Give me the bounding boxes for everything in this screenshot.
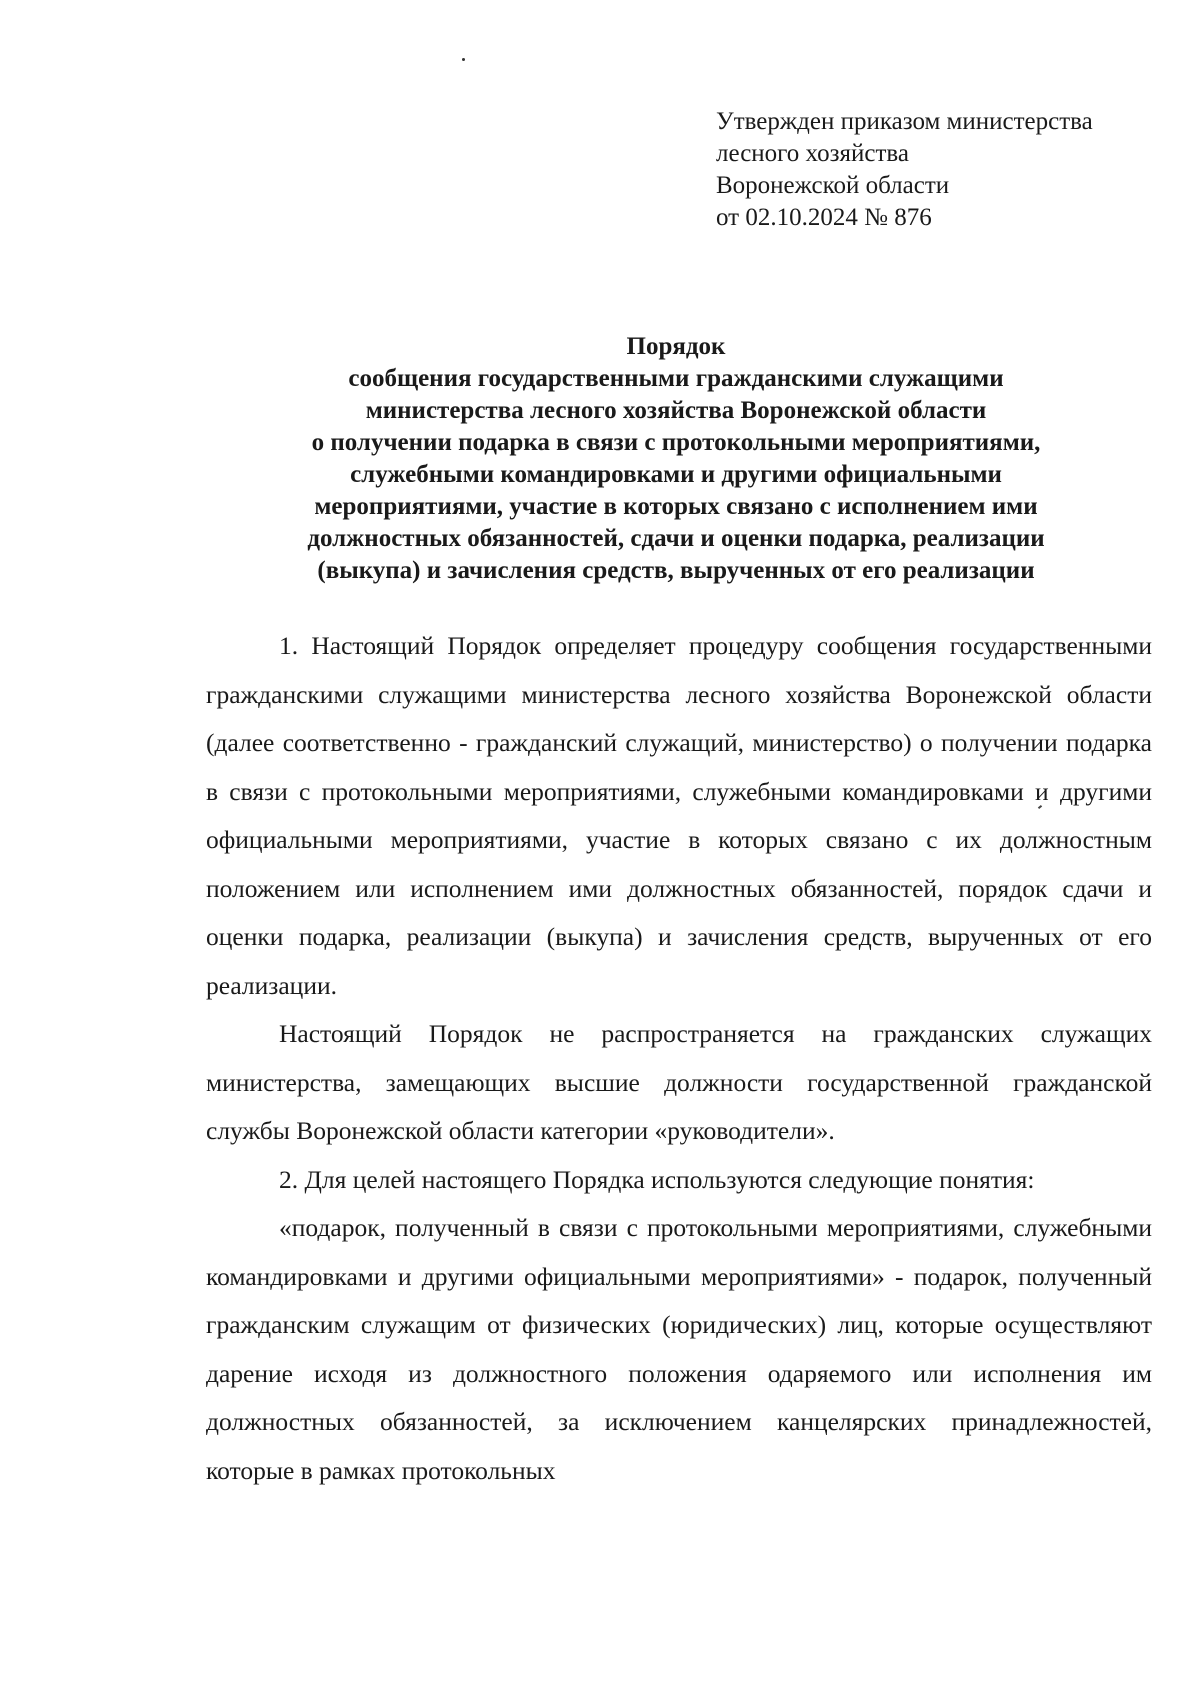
title-line: (выкупа) и зачисления средств, вырученных от его реализации xyxy=(317,557,1035,584)
paragraph-exclusion: Настоящий Порядок не распространяется на гражданских служащих министерства, замещающих высшие должности государственной гражданской службы Воронежской области категории «руководители». xyxy=(206,1019,1152,1145)
approval-date-number: от 02.10.2024 № 876 xyxy=(716,204,932,231)
title-line: мероприятиями, участие в которых связано с исполнением ими xyxy=(314,493,1038,520)
scan-artifact-dot xyxy=(462,58,465,61)
title-line: о получении подарка в связи с протокольными мероприятиями, xyxy=(311,429,1041,456)
approval-stamp-block xyxy=(716,106,1156,234)
title-line: министерства лесного хозяйства Воронежской области xyxy=(365,397,987,424)
document-body xyxy=(206,622,1152,1495)
title-line: служебными командировками и другими официальными xyxy=(350,461,1002,488)
title-line: должностных обязанностей, сдачи и оценки подарка, реализации xyxy=(307,525,1045,552)
document-title xyxy=(200,331,1152,587)
title-heading: Порядок xyxy=(626,333,726,360)
title-line: сообщения государственными гражданскими служащими xyxy=(348,365,1004,392)
approval-line: Воронежской области xyxy=(716,172,950,199)
paragraph-1: 1. Настоящий Порядок определяет процедуру сообщения государственными гражданскими служащими министерства лесного хозяйства Воронежской области (далее соответственно - гражданский служащий, министерство) о получении подарка в связи с протокольными мероприятиями, служебными командировками и другими официальными мероприятиями, участие в которых связано с их должностным положением или исполнением ими должностных обязанностей, порядок сдачи и оценки подарка, реализации (выкупа) и зачисления средств, вырученных от его реализации. xyxy=(206,631,1152,1000)
approval-line: Утвержден приказом министерства xyxy=(716,108,1093,135)
paragraph-2: 2. Для целей настоящего Порядка используются следующие понятия: xyxy=(279,1164,1035,1194)
approval-line: лесного хозяйства xyxy=(716,140,909,167)
paragraph-definition: «подарок, полученный в связи с протокольными мероприятиями, служебными командировками и другими официальными мероприятиями» - подарок, полученный гражданским служащим от физических (юридических) лиц, которые осуществляют дарение исходя из должностного положения одаряемого или исполнения им должностных обязанностей, за исключением канцелярских принадлежностей, которые в рамках протокольных xyxy=(206,1213,1152,1485)
